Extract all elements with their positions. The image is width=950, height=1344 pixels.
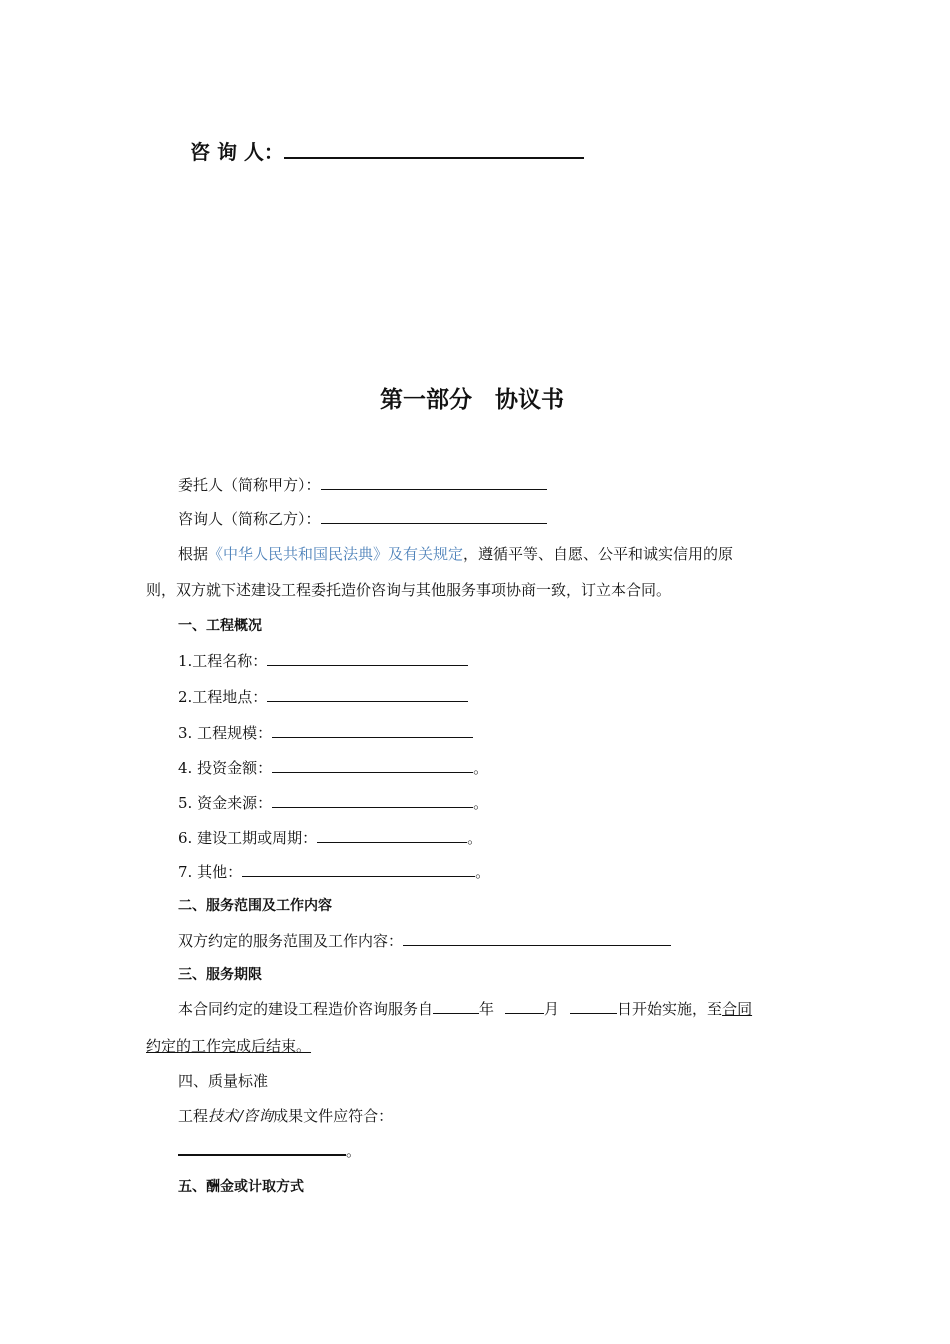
consultant-line	[178, 509, 547, 529]
section1-heading: 一、工程概况	[178, 618, 262, 634]
service-scope-line	[178, 931, 671, 951]
intro-line-2: 则，双方就下述建设工程委托造价咨询与其他服务事项协商一致，订立本合同。	[146, 581, 672, 599]
item-other: 7. 其他： 。	[178, 863, 491, 881]
day-blank	[570, 1013, 617, 1014]
service-period-line-1: 本合同约定的建设工程造价咨询服务自 年 月 日开始实施，至合同	[178, 1000, 753, 1018]
consultant-header-label: 咨 询 人：	[190, 140, 284, 164]
item-blank	[317, 842, 467, 843]
item-project-scale	[178, 723, 473, 743]
law-reference: 《中华人民共和国民法典》及有关规定	[208, 545, 464, 563]
service-scope-label: 双方约定的服务范围及工作内容：	[178, 932, 404, 950]
service-period-line-2: 约定的工作完成后结束。	[146, 1037, 312, 1055]
item-blank	[242, 876, 475, 877]
section5-heading: 五、酬金或计取方式	[178, 1179, 304, 1195]
consultant-header-blank	[284, 157, 584, 159]
intro-line-1	[178, 544, 733, 564]
item-label: 6. 建设工期或周期：	[178, 829, 318, 847]
consultant-blank	[321, 523, 547, 524]
item-investment-amount: 4. 投资金额： 。	[178, 759, 489, 777]
client-label: 委托人（简称甲方）：	[178, 476, 321, 494]
item-project-name	[178, 651, 468, 671]
item-blank	[272, 807, 473, 808]
item-construction-period: 6. 建设工期或周期： 。	[178, 829, 483, 847]
quality-standard-blank	[178, 1154, 346, 1156]
item-project-location	[178, 687, 468, 707]
month-blank	[505, 1013, 544, 1014]
section3-heading: 三、服务期限	[178, 967, 262, 983]
item-label: 4. 投资金额：	[178, 759, 273, 777]
consultant-label: 咨询人（简称乙方）：	[178, 510, 321, 528]
year-blank	[433, 1013, 479, 1014]
item-blank	[272, 737, 473, 738]
item-label: 1.工程名称：	[178, 652, 268, 670]
item-blank	[272, 772, 473, 773]
section2-heading: 二、服务范围及工作内容	[178, 898, 332, 914]
quality-standard-line: 工程技术/咨询成果文件应符合：	[178, 1107, 394, 1125]
section4-heading: 四、质量标准	[178, 1072, 269, 1090]
consultant-header	[190, 138, 584, 166]
item-label: 2.工程地点：	[178, 688, 268, 706]
part-title: 第一部分 协议书	[380, 386, 564, 413]
client-blank	[321, 489, 547, 490]
item-blank	[267, 665, 468, 666]
service-scope-blank	[403, 945, 671, 946]
item-label: 5. 资金来源：	[178, 794, 273, 812]
item-funding-source: 5. 资金来源： 。	[178, 794, 489, 812]
intro-line1-rest: ，遵循平等、自愿、公平和诚实信用的原	[463, 545, 734, 563]
tech-consult-text: 技术/咨询	[208, 1107, 274, 1125]
item-label: 3. 工程规模：	[178, 724, 273, 742]
quality-standard-blank-line: 。	[178, 1141, 361, 1161]
intro-prefix: 根据	[178, 545, 209, 563]
item-label: 7. 其他：	[178, 863, 243, 881]
item-blank	[267, 701, 468, 702]
client-line	[178, 475, 547, 495]
